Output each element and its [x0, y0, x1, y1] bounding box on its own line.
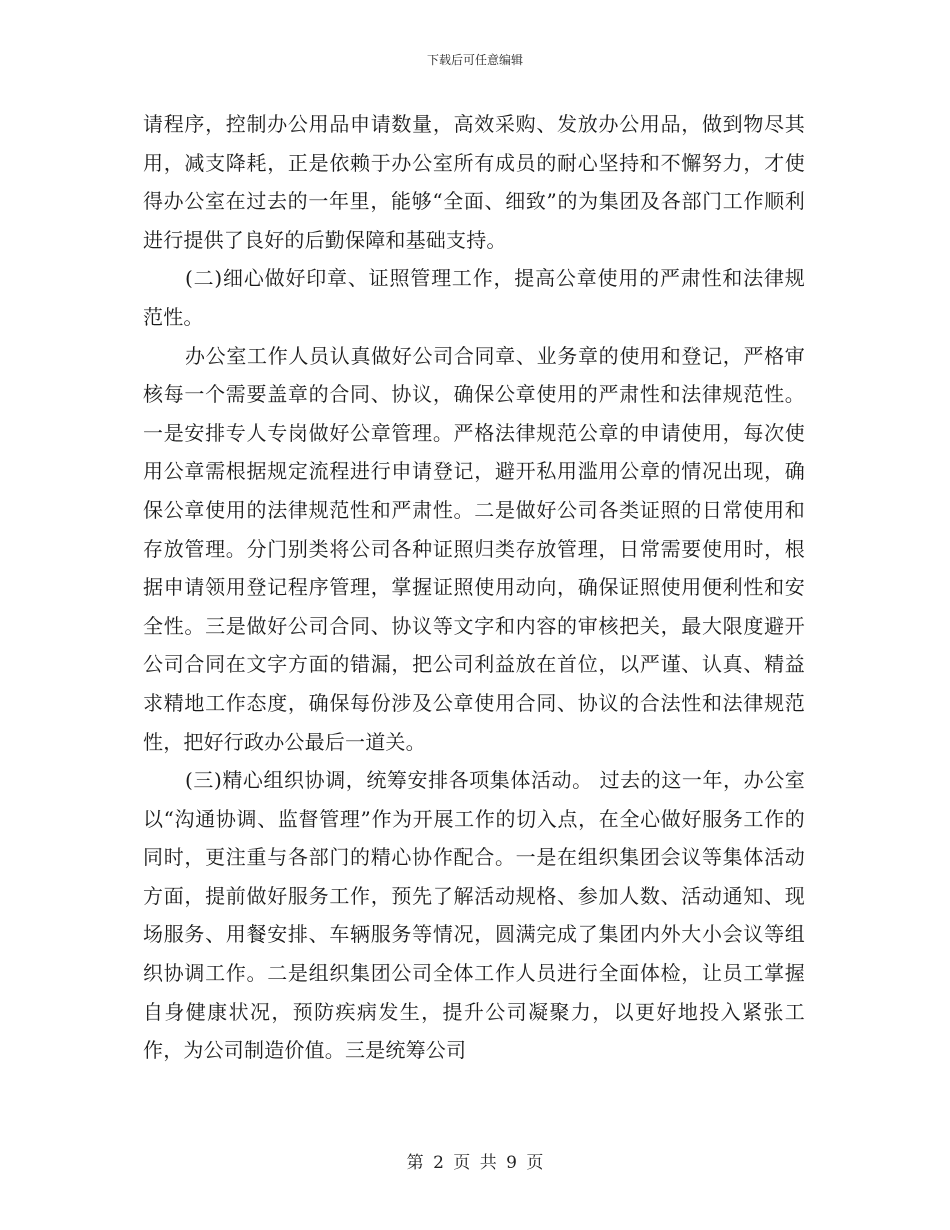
page-number-footer: 第 2 页 共 9 页 — [406, 1153, 544, 1173]
document-body — [143, 105, 805, 1070]
paragraph-continuation: 请程序，控制办公用品申请数量，高效采购、发放办公用品，做到物尽其用，减支降耗，正是依赖于办公室所有成员的耐心坚持和不懈努力，才使得办公室在过去的一年里，能够“全面、细致”的为集团及各部门工作顺利进行提供了良好的后勤保障和基础支持。 — [143, 112, 805, 252]
section-heading-2: (二)细心做好印章、证照管理工作，提高公章使用的严肃性和法律规范性。 — [143, 266, 805, 329]
page-header: 下载后可任意编辑 — [426, 53, 523, 67]
section-heading-3-paragraph: (三)精心组织协调，统筹安排各项集体活动。 过去的这一年，办公室以“沟通协调、监督管理”作为开展工作的切入点，在全心做好服务工作的同时，更注重与各部门的精心协作配合。一是在组织集团会议等集体活动方面，提前做好服务工作，预先了解活动规格、参加人数、活动通知、现场服务、用餐安排、车辆服务等情况，圆满完成了集团内外大小会议等组织协调工作。二是组织集团公司全体工作人员进行全面体检，让员工掌握自身健康状况，预防疾病发生，提升公司凝聚力，以更好地投入紧张工作，为公司制造价值。三是统筹公司 — [143, 768, 805, 1063]
paragraph-seal-management: 办公室工作人员认真做好公司合同章、业务章的使用和登记，严格审核每一个需要盖章的合同、协议，确保公章使用的严肃性和法律规范性。一是安排专人专岗做好公章管理。严格法律规范公章的申请使用，每次使用公章需根据规定流程进行申请登记，避开私用滥用公章的情况出现，确保公章使用的法律规范性和严肃性。二是做好公司各类证照的日常使用和存放管理。分门别类将公司各种证照归类存放管理，日常需要使用时，根据申请领用登记程序管理，掌握证照使用动向，确保证照使用便利性和安全性。三是做好公司合同、协议等文字和内容的审核把关，最大限度避开公司合同在文字方面的错漏，把公司利益放在首位，以严谨、认真、精益求精地工作态度，确保每份涉及公章使用合同、协议的合法性和法律规范性，把好行政办公最后一道关。 — [143, 343, 805, 754]
